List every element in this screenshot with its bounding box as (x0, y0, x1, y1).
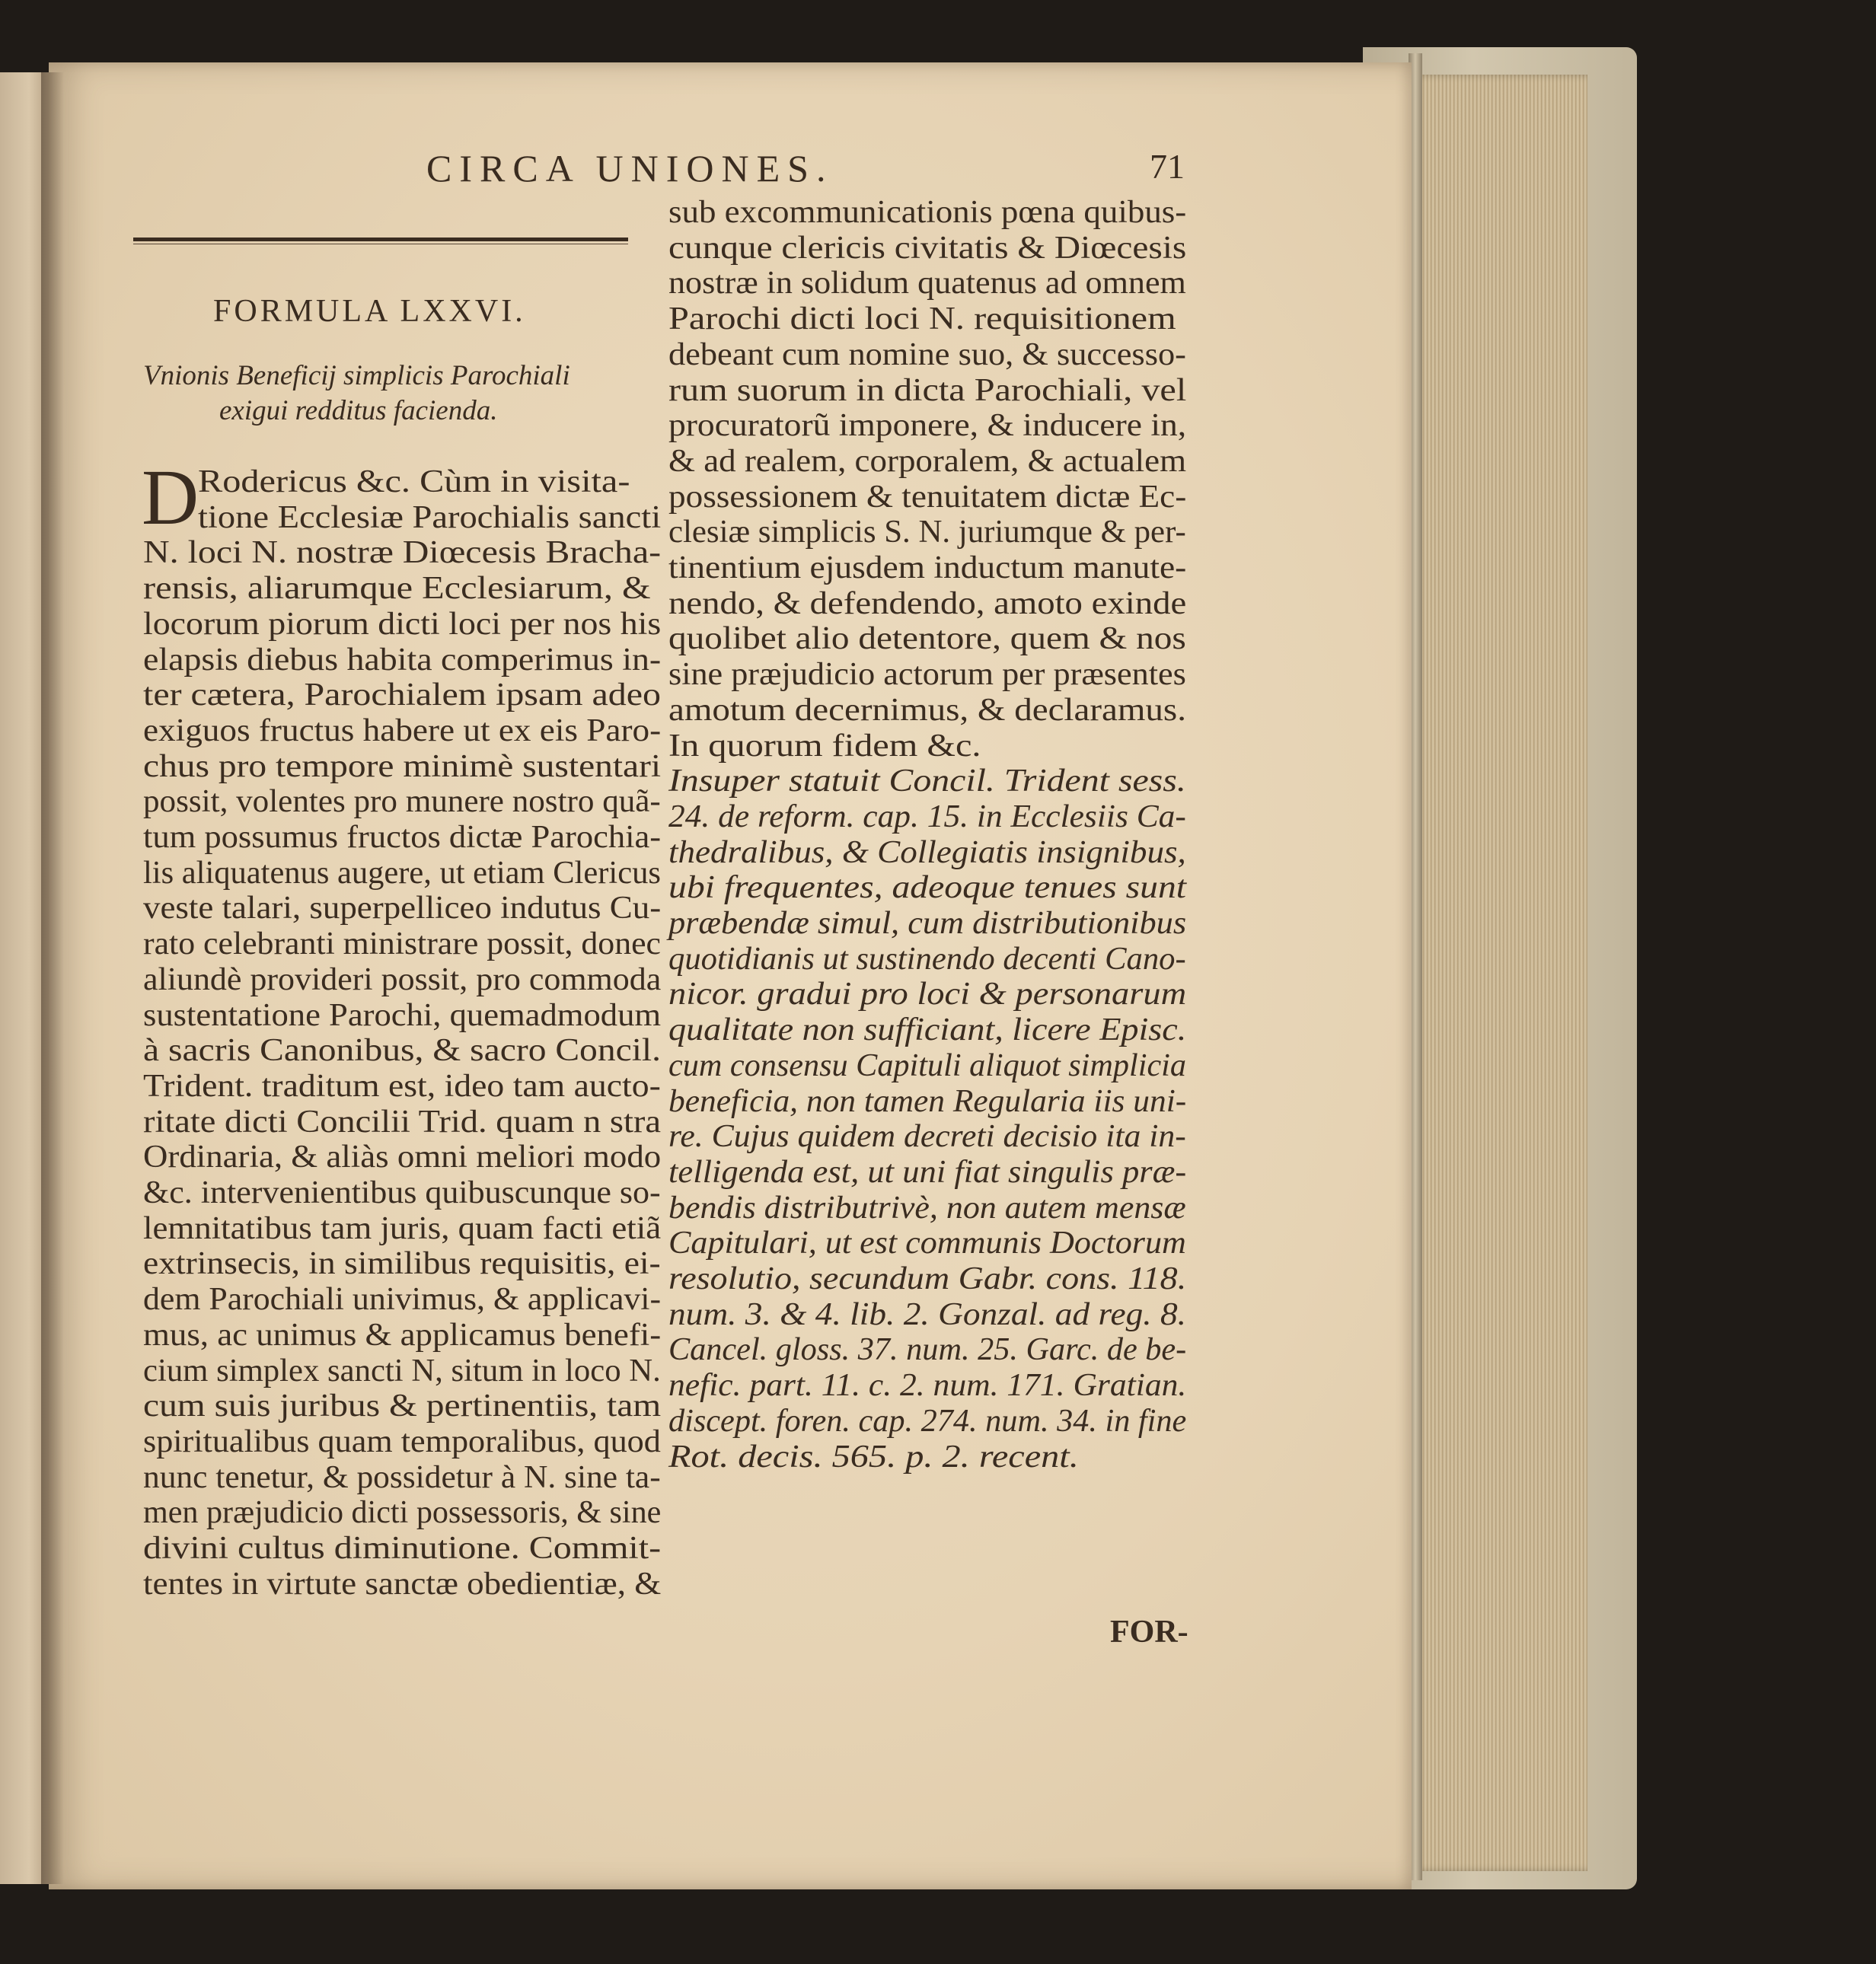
text-line: Trident. traditum est, ideo tam aucto- (143, 1068, 661, 1104)
text-line: mus, ac unimus & applicamus benefi- (143, 1317, 662, 1353)
text-line: nendo, & defendendo, amoto exinde (668, 585, 1187, 621)
text-line: telligenda est, ut uni fiat singulis præ- (668, 1154, 1187, 1190)
page-number: 71 (1150, 147, 1185, 186)
text-line: tum possumus fructos dictæ Parochia- (143, 820, 662, 855)
text-line: divini cultus diminutione. Commit- (143, 1531, 662, 1566)
text-line: debeant cum nomine suo, & successo- (668, 336, 1186, 372)
text-line: tinentium ejusdem inductum manute- (668, 550, 1187, 585)
page-block-edges (1393, 75, 1587, 1871)
text-line: procuratorũ imponere, & inducere in, (668, 408, 1187, 444)
text-line: tentes in virtute sanctæ obedientiæ, & (143, 1566, 662, 1602)
text-line: rensis, aliarumque Ecclesiarum, & (143, 571, 651, 607)
formula-title: FORMULA LXXVI. (213, 294, 526, 329)
running-head: CIRCA UNIONES. (426, 147, 834, 190)
text-line: cium simplex sancti N, situm in loco N. (143, 1353, 661, 1389)
text-line: dem Parochiali univimus, & applicavi- (143, 1282, 662, 1318)
text-line: Ordinaria, & aliàs omni meliori modo (143, 1140, 662, 1175)
text-line: præbendæ simul, cum distributionibus (668, 906, 1187, 941)
text-line: quolibet alio detentore, quem & nos (668, 621, 1186, 657)
text-line: sustentatione Parochi, quemadmodum (143, 997, 662, 1033)
text-line: spiritualibus quam temporalibus, quod (143, 1424, 661, 1459)
text-line: cum suis juribus & pertinentiis, tam (143, 1389, 662, 1424)
text-line: locorum piorum dicti loci per nos his (143, 606, 662, 642)
text-line: à sacris Canonibus, & sacro Concil. (143, 1033, 662, 1069)
text-line: quotidianis ut sustinendo decenti Cano- (668, 941, 1186, 977)
text-line: lemnitatibus tam juris, quam facti etiã (143, 1210, 662, 1246)
text-line: nicor. gradui pro loci & personarum (668, 977, 1187, 1012)
text-line: exiguos fructus habere ut ex eis Paro- (143, 713, 662, 748)
text-line: elapsis diebus habita comperimus in- (143, 642, 662, 678)
text-line: Insuper statuit Concil. Trident sess. (668, 764, 1186, 799)
text-line: beneficia, non tamen Regularia iis uni- (668, 1083, 1187, 1119)
text-line: ritate dicti Concilii Trid. quam n stra (143, 1104, 661, 1140)
text-line: nefic. part. 11. c. 2. num. 171. Gratian. (668, 1368, 1187, 1404)
text-line: Parochi dicti loci N. requisitionem (668, 301, 1176, 337)
text-line: clesiæ simplicis S. N. juriumque & per- (668, 515, 1186, 550)
text-line: ter cætera, Parochialem ipsam adeo (143, 678, 661, 713)
text-line: bendis distributrivè, non autem mensæ (668, 1190, 1186, 1226)
text-line: thedralibus, & Collegiatis insignibus, (668, 834, 1186, 870)
text-line: tione Ecclesiæ Parochialis sancti (198, 499, 662, 535)
text-line: qualitate non sufficiant, licere Episc. (668, 1012, 1187, 1048)
text-line: discept. foren. cap. 274. num. 34. in fine (668, 1403, 1187, 1439)
text-line: amotum decernimus, & declaramus. (668, 692, 1186, 728)
gutter-shadow (41, 72, 64, 1884)
text-line: possessionem & tenuitatem dictæ Ec- (668, 479, 1187, 515)
text-line: N. loci N. nostræ Diœcesis Bracha- (143, 535, 662, 571)
subtitle-line: exigui redditus facienda. (219, 395, 498, 426)
text-line: men præjudicio dicti possessoris, & sine (143, 1495, 662, 1531)
text-line: Capitulari, ut est communis Doctorum (668, 1226, 1186, 1261)
text-line: veste talari, superpelliceo indutus Cu- (143, 891, 662, 926)
text-line: num. 3. & 4. lib. 2. Gonzal. ad reg. 8. (668, 1296, 1186, 1332)
text-line: sub excommunicationis pœna quibus- (668, 195, 1187, 230)
text-line: rato celebranti ministrare possit, donec (143, 926, 661, 962)
text-line: rum suorum in dicta Parochiali, vel (668, 372, 1187, 408)
text-line: 24. de reform. cap. 15. in Ecclesiis Ca- (668, 799, 1186, 834)
text-line: aliundè provideri possit, pro commoda (143, 961, 662, 997)
text-line: Rodericus &c. Cùm in visita- (198, 464, 630, 499)
text-line: sine præjudicio actorum per præsentes (668, 657, 1186, 693)
text-line: nunc tenetur, & possidetur à N. sine ta- (143, 1459, 661, 1495)
text-line: chus pro tempore minimè sustentari (143, 748, 662, 784)
text-line: nostræ in solidum quatenus ad omnem (668, 266, 1186, 301)
subtitle-line: Vnionis Beneficij simplicis Parochiali (143, 360, 570, 391)
text-line: &c. intervenientibus quibuscunque so- (143, 1175, 661, 1210)
text-line: cum consensu Capituli aliquot simplicia (668, 1047, 1187, 1083)
text-line: Cancel. gloss. 37. num. 25. Garc. de be- (668, 1332, 1187, 1368)
catchword: FOR- (1110, 1615, 1188, 1650)
text-line: extrinsecis, in similibus requisitis, ei- (143, 1246, 661, 1282)
text-line: Rot. decis. 565. p. 2. recent. (668, 1439, 1079, 1475)
text-line: lis aliquatenus augere, ut etiam Clericus (143, 855, 661, 891)
text-line: & ad realem, corporalem, & actualem (668, 443, 1187, 479)
text-line: re. Cujus quidem decreti decisio ita in- (668, 1119, 1186, 1155)
text-line: resolutio, secundum Gabr. cons. 118. (668, 1261, 1187, 1296)
header-rule (133, 238, 628, 241)
drop-cap: D (142, 454, 199, 541)
text-line: possit, volentes pro munere nostro quã- (143, 784, 661, 820)
text-line: ubi frequentes, adeoque tenues sunt (668, 870, 1187, 906)
text-line: In quorum fidem &c. (668, 728, 981, 764)
text-line: cunque clericis civitatis & Diœcesis (668, 230, 1187, 266)
